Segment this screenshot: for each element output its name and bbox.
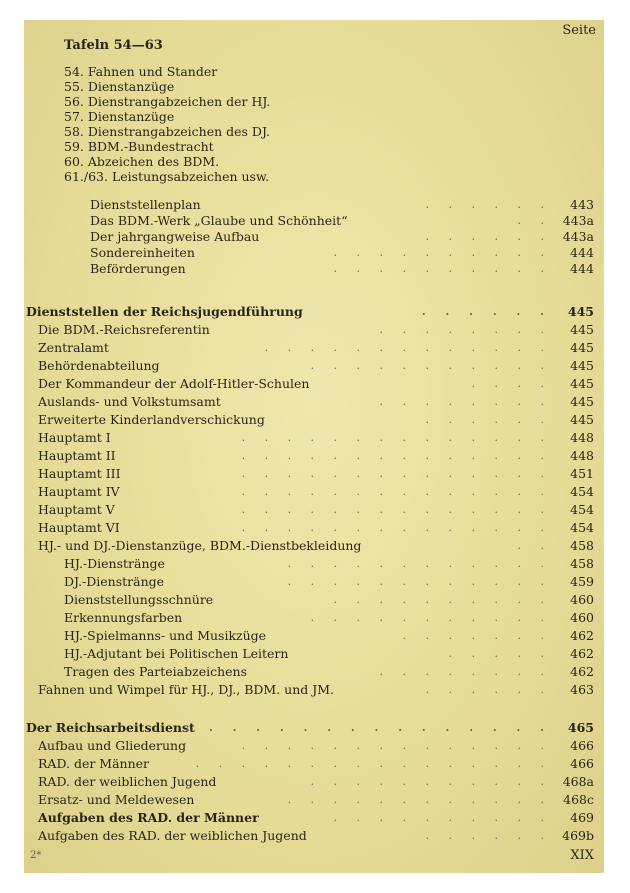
leader-dots: . . . . . xyxy=(448,647,552,660)
entry-page: 462 xyxy=(570,628,594,643)
leader-dots: . . . . xyxy=(471,377,552,390)
leader-dots: . . . . . . . . . . . xyxy=(310,611,552,624)
plate-item: 57. Dienstanzüge xyxy=(64,109,175,124)
plate-item: 56. Dienstrangabzeichen der HJ. xyxy=(64,94,271,109)
entry-page: 458 xyxy=(570,538,594,553)
entry-title: DJ.-Dienstränge xyxy=(64,574,165,589)
entry-page: 469b xyxy=(562,828,594,843)
entry-page: 454 xyxy=(570,502,594,517)
entry-title: RAD. der Männer xyxy=(38,756,150,771)
entry-title: Hauptamt VI xyxy=(38,520,120,535)
section-page: 445 xyxy=(567,304,594,319)
entry-page: 454 xyxy=(570,484,594,499)
plate-item: 59. BDM.-Bundestracht xyxy=(64,139,214,154)
entry-title: HJ.-Dienstränge xyxy=(64,556,165,571)
entry-page: 445 xyxy=(570,322,594,337)
leader-dots: . . . . . . . . xyxy=(379,395,552,408)
entry-title: Erkennungsfarben xyxy=(64,610,183,625)
leader-dots: . . . . . . . . . . . . . . xyxy=(241,503,552,516)
entry-title: Sondereinheiten xyxy=(90,245,195,260)
leader-dots: . . . . . . . . . . . . . . xyxy=(241,431,552,444)
entry-page: 463 xyxy=(570,682,594,697)
entry-page: 445 xyxy=(570,412,594,427)
leader-dots: . . . . . . . . . . . . . . xyxy=(241,485,552,498)
entry-page: 468c xyxy=(563,792,594,807)
page-number: XIX xyxy=(570,848,594,863)
entry-page: 468a xyxy=(562,774,594,789)
entry-title: Erweiterte Kinderlandverschickung xyxy=(38,412,265,427)
entry-title: HJ.- und DJ.-Dienstanzüge, BDM.-Dienstbekleidung xyxy=(38,538,362,553)
leader-dots: . . . . . . . . . . . . xyxy=(287,793,552,806)
entry-title: Hauptamt IV xyxy=(38,484,120,499)
leader-dots: . . . . . . xyxy=(425,198,552,211)
entry-title: Zentralamt xyxy=(38,340,109,355)
leader-dots: . . . . . . . . . . . xyxy=(310,359,552,372)
leader-dots: . . . . . . xyxy=(421,305,552,318)
entry-page: 445 xyxy=(570,394,594,409)
entry-page: 451 xyxy=(570,466,594,481)
entry-page: 444 xyxy=(570,245,594,260)
leader-dots: . . . . . . . . xyxy=(379,665,552,678)
signature-mark: 2* xyxy=(30,850,42,861)
leader-dots: . . . . . . . . . . . . xyxy=(287,557,552,570)
plate-item: 60. Abzeichen des BDM. xyxy=(64,154,220,169)
entry-page: 460 xyxy=(570,592,594,607)
toc-page xyxy=(24,20,604,873)
entry-page: 444 xyxy=(570,261,594,276)
leader-dots: . . . . . . . xyxy=(402,629,552,642)
entry-title: Fahnen und Wimpel für HJ., DJ., BDM. und JM. xyxy=(38,682,335,697)
leader-dots: . . . . . . . . . . xyxy=(333,811,552,824)
entry-title: Aufgaben des RAD. der weiblichen Jugend xyxy=(38,828,307,843)
entry-title: Aufgaben des RAD. der Männer xyxy=(38,810,259,825)
leader-dots: . . . . . . . . . . . . xyxy=(287,575,552,588)
entry-page: 445 xyxy=(570,358,594,373)
entry-page: 469 xyxy=(570,810,594,825)
plate-item: 61./63. Leistungsabzeichen usw. xyxy=(64,169,270,184)
leader-dots: . . . . . . . . . . . . . . xyxy=(241,521,552,534)
leader-dots: . . . . . . xyxy=(425,413,552,426)
entry-title: Ersatz- und Meldewesen xyxy=(38,792,195,807)
entry-page: 443a xyxy=(562,213,594,228)
entry-title: Auslands- und Volkstumsamt xyxy=(38,394,221,409)
entry-title: Hauptamt III xyxy=(38,466,121,481)
leader-dots: . . . . . . xyxy=(425,230,552,243)
entry-title: HJ.-Adjutant bei Politischen Leitern xyxy=(64,646,289,661)
entry-page: 462 xyxy=(570,664,594,679)
section-title: Der Reichsarbeitsdienst xyxy=(26,720,195,735)
entry-title: Tragen des Parteiabzeichens xyxy=(64,664,248,679)
entry-title: Der jahrgangweise Aufbau xyxy=(90,229,260,244)
entry-page: 454 xyxy=(570,520,594,535)
entry-title: Beförderungen xyxy=(90,261,186,276)
entry-title: Aufbau und Gliederung xyxy=(38,738,187,753)
section-title: Dienststellen der Reichsjugendführung xyxy=(26,304,303,319)
section-page: 465 xyxy=(567,720,594,735)
entry-title: Behördenabteilung xyxy=(38,358,160,373)
entry-page: 445 xyxy=(570,376,594,391)
leader-dots: . . . . . . . . xyxy=(379,323,552,336)
plate-item: 54. Fahnen und Stander xyxy=(64,64,218,79)
leader-dots: . . . . . . xyxy=(425,683,552,696)
entry-title: Hauptamt II xyxy=(38,448,116,463)
entry-title: Hauptamt I xyxy=(38,430,111,445)
leader-dots: . . . . . . . . . . . . . . xyxy=(241,467,552,480)
leader-dots: . . . . . . . . . . . xyxy=(310,775,552,788)
entry-title: Der Kommandeur der Adolf-Hitler-Schulen xyxy=(38,376,310,391)
leader-dots: . . xyxy=(517,214,552,227)
leader-dots: . . . . . . . . . . xyxy=(333,593,552,606)
leader-dots: . . xyxy=(517,539,552,552)
leader-dots: . . . . . . . . . . xyxy=(333,262,552,275)
entry-page: 443 xyxy=(570,197,594,212)
entry-title: RAD. der weiblichen Jugend xyxy=(38,774,217,789)
entry-page: 460 xyxy=(570,610,594,625)
plates-heading: Tafeln 54—63 xyxy=(64,38,163,53)
leader-dots: . . . . . . . . . . xyxy=(333,246,552,259)
leader-dots: . . . . . . . . . . . . . . . . xyxy=(185,721,552,734)
entry-title: Dienststellenplan xyxy=(90,197,201,212)
leader-dots: . . . . . . . . . . . . . . xyxy=(241,739,552,752)
leader-dots: . . . . . . . . . . . . . . xyxy=(241,449,552,462)
entry-page: 459 xyxy=(570,574,594,589)
entry-page: 448 xyxy=(570,448,594,463)
leader-dots: . . . . . . xyxy=(425,829,552,842)
entry-title: Das BDM.-Werk „Glaube und Schönheit“ xyxy=(90,213,348,228)
leader-dots: . . . . . . . . . . . . . . . . xyxy=(195,757,552,770)
entry-page: 458 xyxy=(570,556,594,571)
entry-title: Hauptamt V xyxy=(38,502,115,517)
entry-page: 443a xyxy=(562,229,594,244)
entry-page: 466 xyxy=(570,738,594,753)
leader-dots: . . . . . . . . . . . . . xyxy=(264,341,552,354)
entry-page: 462 xyxy=(570,646,594,661)
entry-page: 466 xyxy=(570,756,594,771)
entry-title: Die BDM.-Reichsreferentin xyxy=(38,322,210,337)
entry-page: 448 xyxy=(570,430,594,445)
entry-title: HJ.-Spielmanns- und Musikzüge xyxy=(64,628,267,643)
entry-page: 445 xyxy=(570,340,594,355)
plate-item: 55. Dienstanzüge xyxy=(64,79,175,94)
entry-title: Dienststellungsschnüre xyxy=(64,592,214,607)
seite-label: Seite xyxy=(562,23,596,38)
plate-item: 58. Dienstrangabzeichen des DJ. xyxy=(64,124,270,139)
